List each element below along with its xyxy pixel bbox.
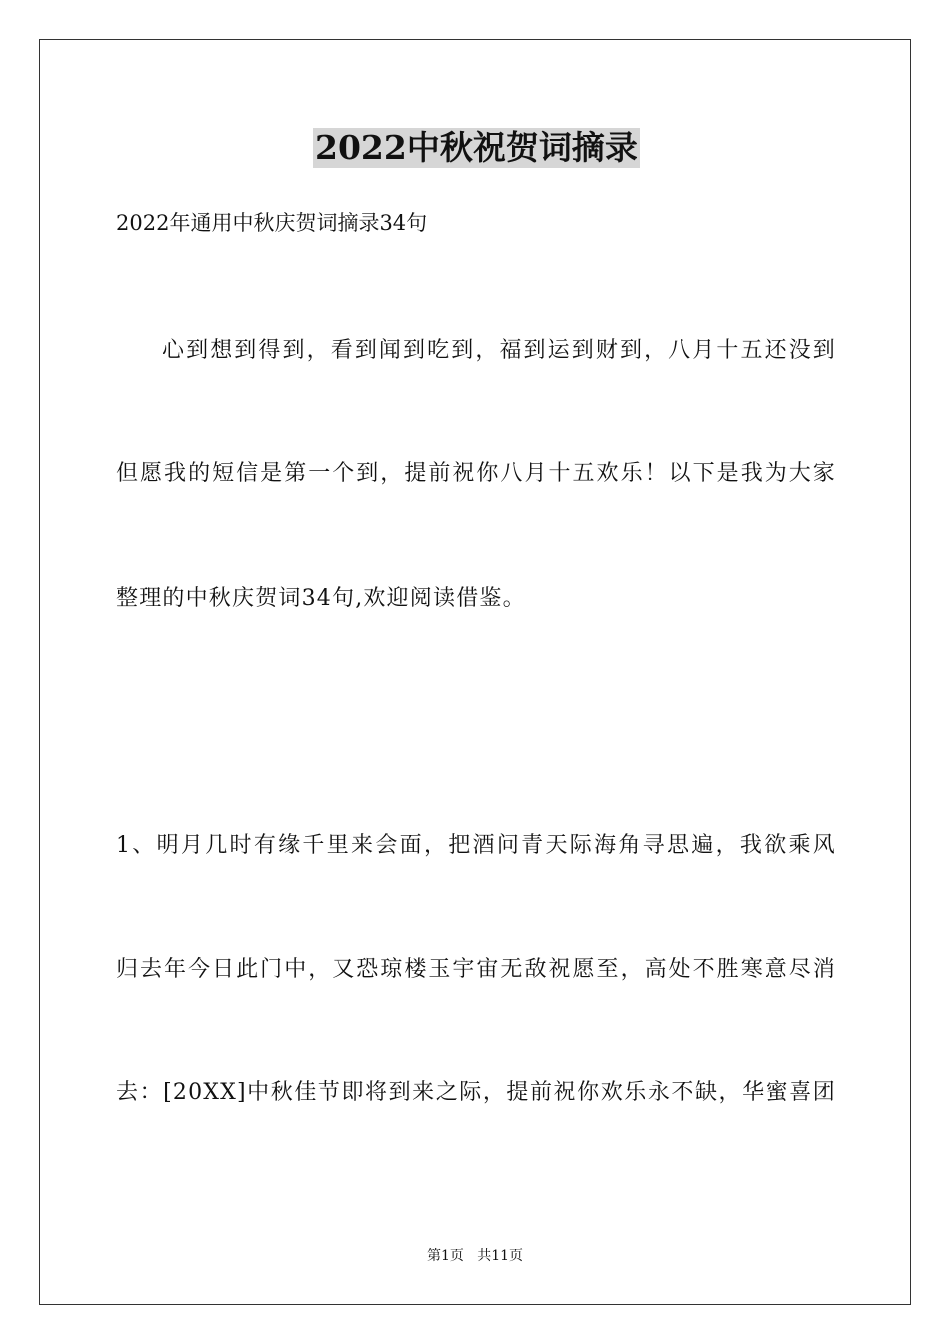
intro-line-2: 但愿我的短信是第一个到，提前祝你八月十五欢乐！以下是我为大家 [116,461,836,486]
item1-line-1: 1、明月几时有缘千里来会面，把酒问青天际海角寻思遍，我欲乘风 [116,833,836,858]
page-number: 第1页 共11页 [426,1248,524,1264]
document-title: 2022中秋祝贺词摘录 [315,128,638,167]
document-subtitle: 2022年通用中秋庆贺词摘录34句 [116,211,428,235]
item1-line-2: 归去年今日此门中，又恐琼楼玉宇宙无敌祝愿至，高处不胜寒意尽消 [116,957,836,982]
item1-line-3: 去：[20XX]中秋佳节即将到来之际，提前祝你欢乐永不缺，华蜜喜团 [116,1080,836,1105]
intro-line-1: 心到想到得到，看到闻到吃到，福到运到财到，八月十五还没到 [162,338,836,363]
intro-line-3: 整理的中秋庆贺词34句,欢迎阅读借鉴。 [116,586,526,611]
